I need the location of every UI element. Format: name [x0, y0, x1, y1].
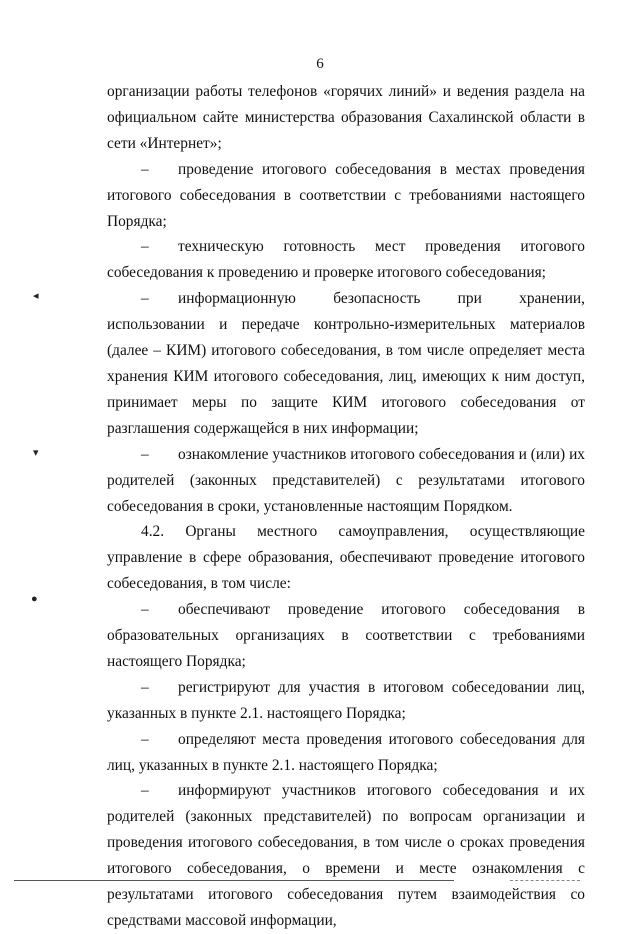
paragraph-text: 4.2. Органы местного самоуправления, осуществляющие управление в сфере образования, обеспечивают проведение итогового собеседования, в том числе: [107, 523, 585, 593]
document-body [107, 79, 585, 934]
dash-bullet: – [141, 678, 149, 696]
dash-bullet: – [141, 782, 149, 800]
dash-bullet: – [141, 445, 149, 463]
list-item-text: определяют места проведения итогового собеседования для лиц, указанных в пункте 2.1. настоящего Порядка; [107, 730, 585, 774]
list-item [107, 234, 585, 286]
scan-speck-icon: ● [31, 593, 38, 605]
list-item-text: ознакомление участников итогового собеседования и (или) их родителей (законных представителей) с результатами итогового собеседования в сроки, установленные настоящим Порядком. [107, 445, 585, 515]
list-item [107, 675, 585, 727]
paragraph-text: организации работы телефонов «горячих линий» и ведения раздела на официальном сайте министерства образования Сахалинской области в сети «Интернет»; [107, 83, 585, 152]
dash-bullet: – [141, 290, 149, 308]
list-item [107, 727, 585, 779]
list-item [107, 442, 585, 520]
list-item-text: техническую готовность мест проведения итогового собеседования к проведению и проверке итогового собеседования; [107, 238, 585, 282]
list-item [107, 286, 585, 441]
page-bottom-rule [14, 880, 454, 881]
list-item-text: обеспечивают проведение итогового собеседования в образовательных организациях в соответствии с требованиями настоящего Порядка; [107, 601, 585, 670]
list-item-text: проведение итогового собеседования в местах проведения итогового собеседования в соответствии с требованиями настоящего Порядка; [107, 160, 585, 230]
dash-bullet: – [141, 160, 149, 178]
scan-speck-icon: ◂ [33, 290, 39, 302]
list-item [107, 778, 585, 933]
list-item-text: регистрируют для участия в итоговом собеседовании лиц, указанных в пункте 2.1. настоящего Порядка; [107, 678, 585, 722]
dash-bullet: – [141, 730, 149, 748]
paragraph-continuation [107, 79, 585, 157]
list-item-text: информируют участников итогового собеседования и их родителей (законных представителей) по вопросам организации и проведения итогового собеседования, в том числе о сроках проведения итогового собеседования, о времени и месте ознакомления с результатами итогового собеседования путем взаимодействия со средствами массовой информации, [107, 782, 585, 929]
list-item [107, 157, 585, 235]
list-item [107, 597, 585, 675]
page-bottom-rule-faint [510, 880, 580, 881]
numbered-paragraph [107, 519, 585, 597]
page-number: 6 [316, 56, 324, 72]
scan-speck-icon: ▾ [33, 447, 39, 459]
list-item-text: информационную безопасность при хранении, использовании и передаче контрольно-измерительных материалов (далее – КИМ) итогового собеседования, в том числе определяет места хранения КИМ итогового собеседования, лиц, имеющих к ним доступ, принимает меры по защите КИМ итогового собеседования от разглашения содержащейся в них информации; [107, 290, 585, 437]
dash-bullet: – [141, 601, 149, 619]
dash-bullet: – [141, 238, 149, 256]
